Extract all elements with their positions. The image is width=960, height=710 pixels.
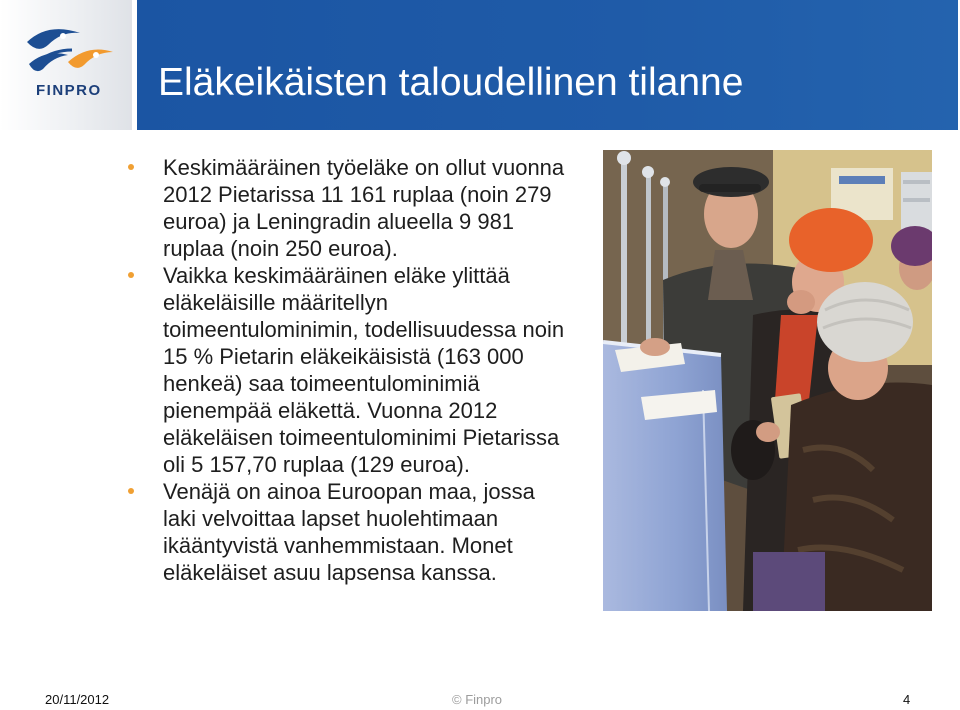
finpro-birds-icon	[0, 0, 132, 130]
photo-orange-hat	[789, 208, 873, 272]
bullet-dot-icon	[128, 164, 134, 170]
bullet-line: ruplaa (noin 250 euroa).	[163, 236, 398, 261]
photo-illustration	[603, 150, 932, 611]
bullet-dot-icon	[128, 488, 134, 494]
photo-bag	[753, 552, 825, 611]
page-number: 4	[903, 692, 911, 707]
bullet-line: toimeentulominimin, todellisuudessa noin	[163, 317, 565, 342]
bullet-line: laki velvoittaa lapset huolehtimaan	[163, 506, 499, 531]
bullet-line: 15 % Pietarin eläkeikäisistä (163 000	[163, 344, 524, 369]
logo-text: FINPRO	[36, 82, 102, 99]
bullet-line: 2012 Pietarissa 11 161 ruplaa (noin 279	[163, 182, 552, 207]
bullet-line: Keskimääräinen työeläke on ollut vuonna	[163, 155, 565, 180]
bullet-dot-icon	[128, 272, 134, 278]
photo-man-cap	[693, 167, 769, 197]
bullet-line: oli 5 157,70 ruplaa (129 euroa).	[163, 452, 470, 477]
photo-grey-hat	[817, 282, 913, 362]
bullet-line: Venäjä on ainoa Euroopan maa, jossa	[163, 479, 535, 504]
photo-pensioners	[603, 150, 932, 611]
footer-copyright: © Finpro	[452, 692, 503, 707]
bullet-line: ikääntyvistä vanhemmistaan. Monet	[163, 533, 513, 558]
title-bar	[137, 0, 958, 130]
bullet-list	[163, 154, 583, 586]
logo-area	[0, 0, 132, 130]
bullet-item	[163, 478, 583, 586]
bullet-line: eläkeläisille määritellyn	[163, 290, 388, 315]
bullet-line: Vaikka keskimääräinen eläke ylittää	[163, 263, 510, 288]
bullet-item	[163, 154, 583, 262]
slide-title: Eläkeikäisten taloudellinen tilanne	[158, 61, 744, 104]
bullet-item	[163, 262, 583, 478]
bullet-line: pienempää eläkettä. Vuonna 2012	[163, 398, 498, 423]
footer-date: 20/11/2012	[45, 692, 110, 707]
bullet-line: euroa) ja Leningradin alueella 9 981	[163, 209, 515, 234]
bullet-line: eläkeläisen toimeentulominimi Pietarissa	[163, 425, 560, 450]
bullet-line: henkeä) saa toimeentulominimiä	[163, 371, 480, 396]
bullet-line: eläkeläiset asuu lapsensa kanssa.	[163, 560, 497, 585]
